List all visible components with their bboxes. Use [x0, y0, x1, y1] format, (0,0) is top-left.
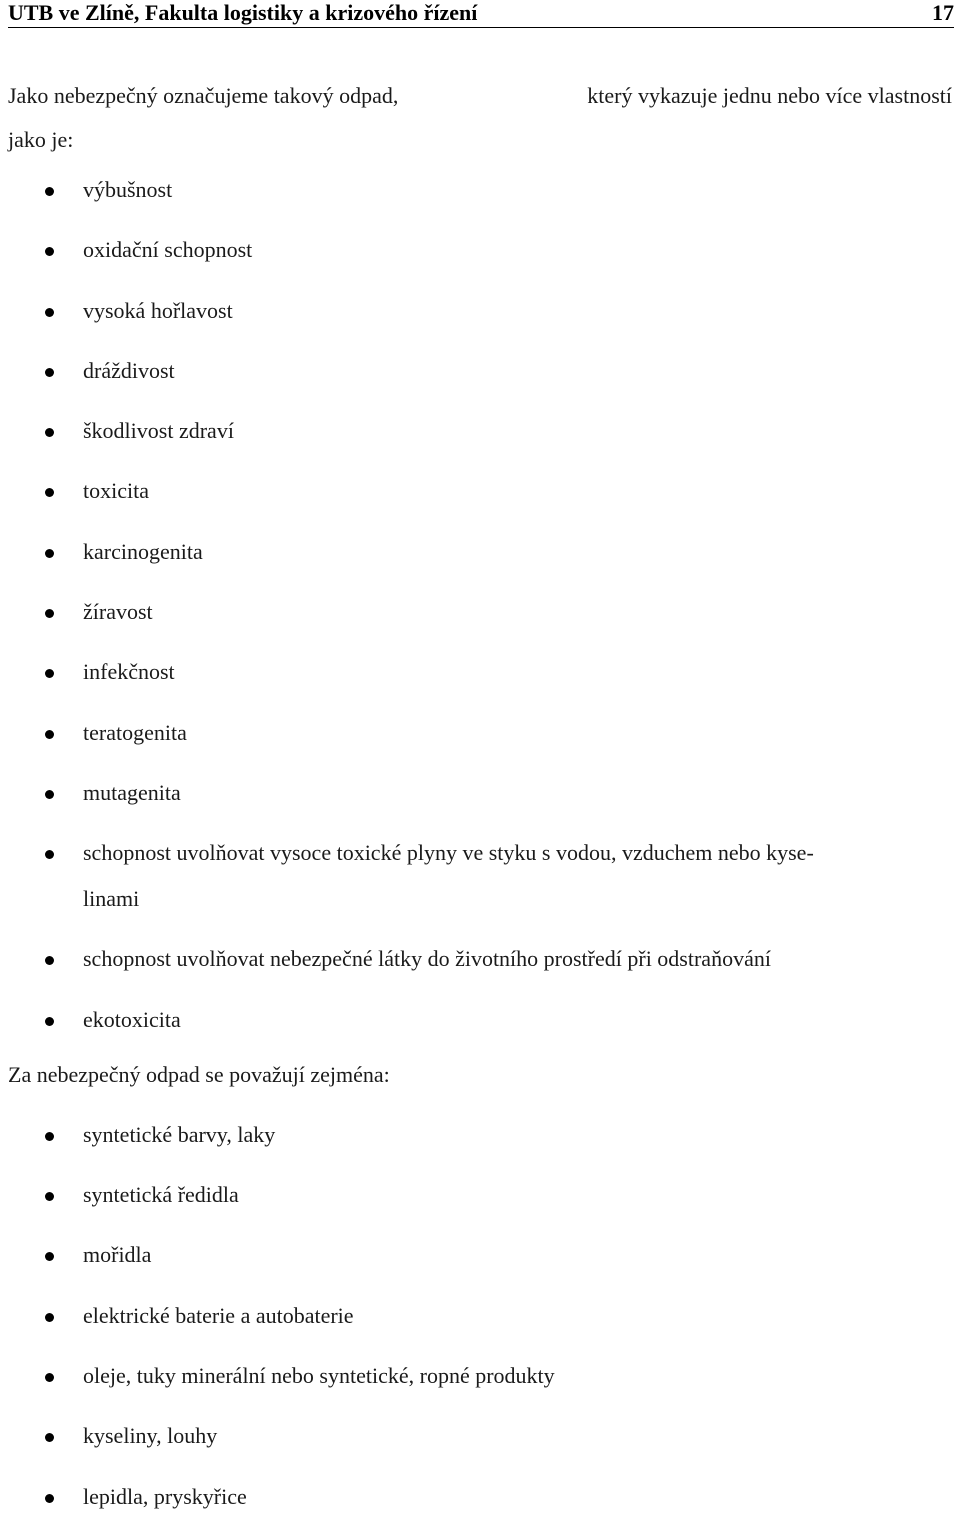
list-item: oxidační schopnost — [8, 220, 952, 280]
bullet-icon — [45, 247, 54, 256]
list-item: škodlivost zdraví — [8, 401, 952, 461]
list-item: lepidla, pryskyřice — [8, 1467, 952, 1527]
bullet-icon — [45, 790, 54, 799]
bullet-icon — [45, 428, 54, 437]
bullet-icon — [45, 549, 54, 558]
list-item: oleje, tuky minerální nebo syntetické, ropné produkty — [8, 1346, 952, 1406]
list-item: toxicita — [8, 461, 952, 521]
list-item: syntetické barvy, laky — [8, 1105, 952, 1165]
list-item: mořidla — [8, 1225, 952, 1285]
list-item: kyseliny, louhy — [8, 1406, 952, 1466]
page-number: 17 — [932, 0, 954, 25]
hazard-properties-list — [8, 160, 952, 1050]
intro-paragraph — [8, 72, 952, 120]
page-content — [8, 72, 952, 1527]
list-item: elektrické baterie a autobaterie — [8, 1286, 952, 1346]
bullet-icon — [45, 730, 54, 739]
bullet-icon — [45, 669, 54, 678]
bullet-icon — [45, 1313, 54, 1322]
intro-continuation: jako je: — [8, 127, 74, 152]
bullet-icon — [45, 368, 54, 377]
list-item: schopnost uvolňovat vysoce toxické plyny ve styku s vodou, vzduchem nebo kyse- linami — [8, 823, 952, 929]
bullet-icon — [45, 609, 54, 618]
intro-text-part2: který vykazuje jednu nebo více vlastností — [587, 83, 952, 108]
bullet-icon — [45, 1373, 54, 1382]
bullet-icon — [45, 488, 54, 497]
second-paragraph: Za nebezpečný odpad se považují zejména: — [8, 1061, 390, 1087]
list-item: schopnost uvolňovat nebezpečné látky do životního prostředí při odstraňování — [8, 929, 952, 989]
intro-text-part1: Jako nebezpečný označujeme takový odpad, — [8, 83, 399, 108]
bullet-icon — [45, 850, 54, 859]
bullet-icon — [45, 1252, 54, 1261]
list-item: karcinogenita — [8, 522, 952, 582]
list-item: dráždivost — [8, 341, 952, 401]
list-item: teratogenita — [8, 703, 952, 763]
hazardous-waste-examples-list — [8, 1105, 952, 1527]
list-item: infekčnost — [8, 642, 952, 702]
list-item: výbušnost — [8, 160, 952, 220]
list-item: syntetická ředidla — [8, 1165, 952, 1225]
page-header — [8, 0, 954, 28]
bullet-icon — [45, 1192, 54, 1201]
bullet-icon — [45, 308, 54, 317]
bullet-icon — [45, 956, 54, 965]
list-item: ekotoxicita — [8, 990, 952, 1050]
bullet-icon — [45, 1494, 54, 1503]
list-item: vysoká hořlavost — [8, 281, 952, 341]
bullet-icon — [45, 1433, 54, 1442]
list-item: žíravost — [8, 582, 952, 642]
bullet-icon — [45, 187, 54, 196]
bullet-icon — [45, 1017, 54, 1026]
list-item: mutagenita — [8, 763, 952, 823]
bullet-icon — [45, 1132, 54, 1141]
header-title: UTB ve Zlíně, Fakulta logistiky a krizového řízení — [8, 0, 478, 25]
